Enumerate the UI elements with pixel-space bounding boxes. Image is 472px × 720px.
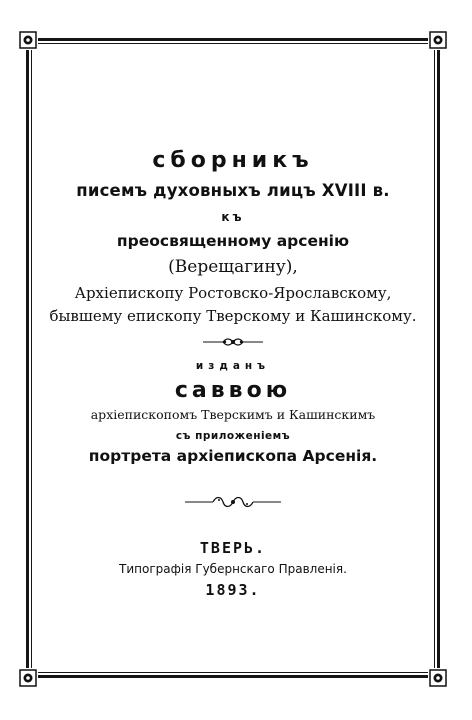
recipient-line: преосвященному арсенію: [116, 232, 350, 250]
recipient-archbishop-title: Архіепископу Ростовско-Ярославскому,: [74, 284, 392, 302]
issued-label: изданъ: [195, 360, 271, 372]
recipient-former-title: бывшему епископу Тверскому и Кашинскому.: [49, 307, 417, 325]
corner-rosette-icon: [18, 30, 38, 50]
title-page: [40, 140, 426, 599]
scroll-divider-icon: [40, 495, 426, 509]
editor-title: архіепископомъ Тверскимъ и Кашинскимъ: [90, 407, 376, 422]
corner-rosette-icon: [18, 668, 38, 688]
portrait-line: портрета архіепископа Арсенія.: [88, 447, 378, 465]
appendix-label: съ приложеніемъ: [175, 430, 291, 442]
corner-rosette-icon: [428, 30, 448, 50]
preposition-line: къ: [221, 210, 245, 224]
editor-name: саввою: [174, 378, 292, 403]
letters-subtitle: писемъ духовныхъ лицъ XVIII в.: [76, 181, 390, 200]
city-name: ТВЕРЬ.: [199, 539, 267, 557]
publication-year: 1893.: [205, 581, 261, 599]
floral-divider-icon: [40, 334, 426, 350]
corner-rosette-icon: [428, 668, 448, 688]
collection-title: сборникъ: [152, 148, 314, 173]
recipient-surname: (Верещагину),: [168, 257, 298, 277]
printer-name: Типографія Губернскаго Правленія.: [119, 562, 347, 576]
